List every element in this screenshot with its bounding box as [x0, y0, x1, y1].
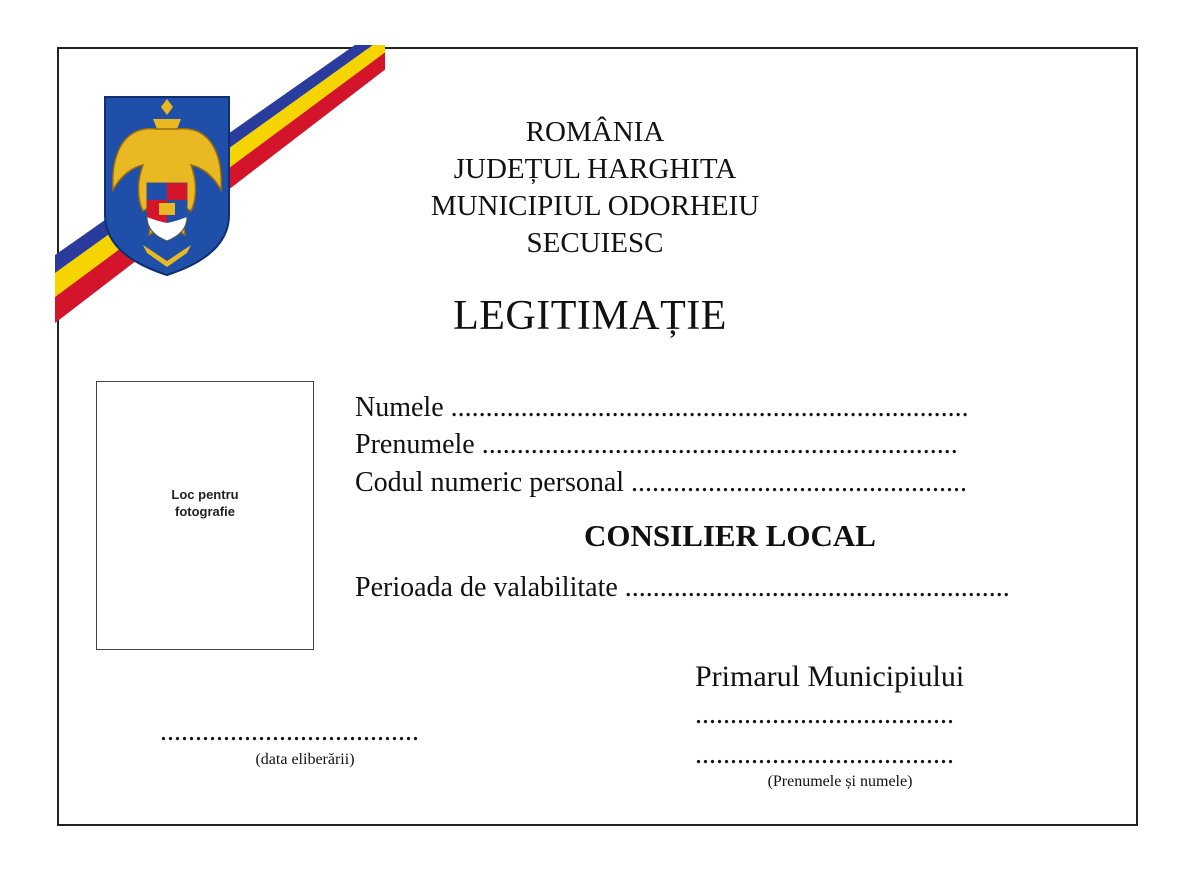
header-municipality: MUNICIPIUL ODORHEIU	[430, 190, 760, 222]
header-country: ROMÂNIA	[525, 116, 665, 148]
name-field: Numele ..........................................................................	[355, 392, 969, 423]
mayor-title: Primarul Municipiului	[695, 660, 965, 693]
mayor-name-caption: (Prenumele și numele)	[767, 773, 913, 790]
validity-field: Perioada de valabilitate .......................................................	[355, 572, 1010, 603]
coat-of-arms-icon	[103, 95, 231, 277]
mayor-signature-line-2: .....................................	[695, 739, 954, 770]
first-name-field: Prenumele ....................................................................	[355, 429, 958, 460]
photo-placeholder-label: Loc pentru fotografie	[171, 487, 239, 519]
document-title: LEGITIMAȚIE	[453, 293, 727, 339]
photo-placeholder	[96, 381, 314, 650]
cnp-field: Codul numeric personal ................................................	[355, 467, 968, 498]
role-title: CONSILIER LOCAL	[584, 518, 876, 553]
header-county: JUDEȚUL HARGHITA	[453, 153, 737, 185]
issue-date-line: .....................................	[160, 716, 419, 747]
header-municipality-cont: SECUIESC	[526, 227, 664, 259]
issue-date-caption: (data eliberării)	[255, 751, 355, 768]
mayor-signature-line-1: .....................................	[695, 699, 954, 730]
